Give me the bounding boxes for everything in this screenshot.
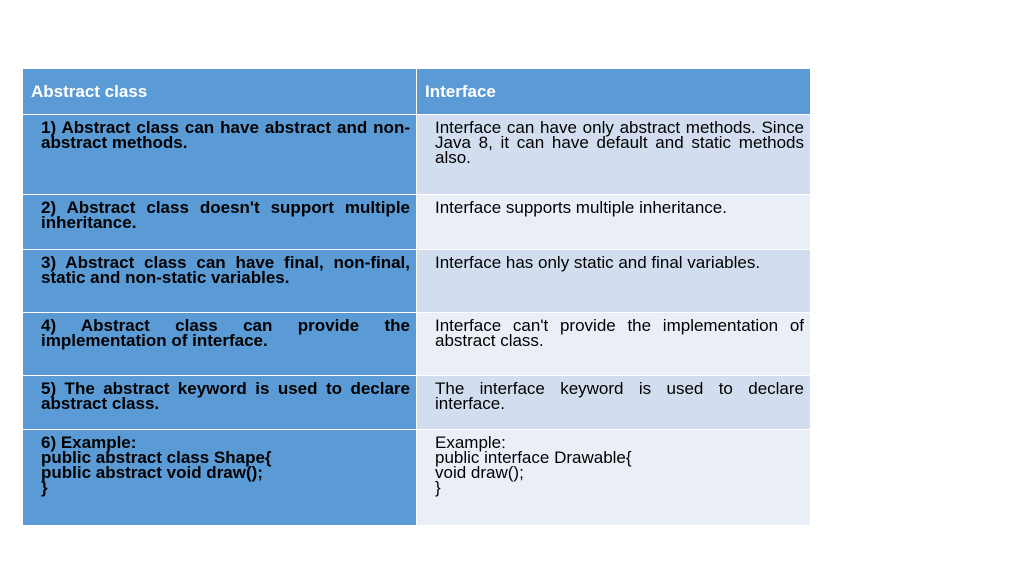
interface-text: Interface has only static and final variables.	[435, 253, 761, 272]
abstract-class-cell	[23, 376, 417, 430]
interface-cell	[417, 250, 811, 313]
table-row	[23, 376, 811, 430]
interface-cell	[417, 376, 811, 430]
table-row	[23, 250, 811, 313]
abstract-class-example-text: 6) Example: public abstract class Shape{ public abstract void draw(); }	[41, 433, 272, 497]
header-interface: Interface	[417, 69, 811, 115]
interface-cell	[417, 313, 811, 376]
interface-example-cell	[417, 430, 811, 526]
comparison-table	[22, 68, 811, 526]
abstract-class-text: 3) Abstract class can have final, non-final, static and non-static variables.	[41, 253, 410, 287]
table-row	[23, 195, 811, 250]
header-abstract-class: Abstract class	[23, 69, 417, 115]
interface-cell	[417, 195, 811, 250]
interface-text: The interface keyword is used to declare interface.	[435, 379, 804, 413]
abstract-class-text: 5) The abstract keyword is used to declare abstract class.	[41, 379, 410, 413]
abstract-class-cell	[23, 313, 417, 376]
abstract-class-cell	[23, 195, 417, 250]
abstract-class-cell	[23, 115, 417, 195]
interface-text: Interface can have only abstract methods. Since Java 8, it can have default and static methods also.	[435, 118, 804, 167]
abstract-class-text: 2) Abstract class doesn't support multiple inheritance.	[41, 198, 410, 232]
table-row	[23, 115, 811, 195]
table-row	[23, 430, 811, 526]
interface-text: Interface supports multiple inheritance.	[435, 198, 727, 217]
abstract-class-cell	[23, 250, 417, 313]
abstract-class-text: 1) Abstract class can have abstract and non-abstract methods.	[41, 118, 410, 152]
abstract-class-example-cell	[23, 430, 417, 526]
table-row	[23, 313, 811, 376]
abstract-class-text: 4) Abstract class can provide the implementation of interface.	[41, 316, 410, 350]
interface-example-text: Example: public interface Drawable{ void draw(); }	[435, 433, 632, 497]
table-header-row	[23, 69, 811, 115]
interface-cell	[417, 115, 811, 195]
interface-text: Interface can't provide the implementation of abstract class.	[435, 316, 804, 350]
